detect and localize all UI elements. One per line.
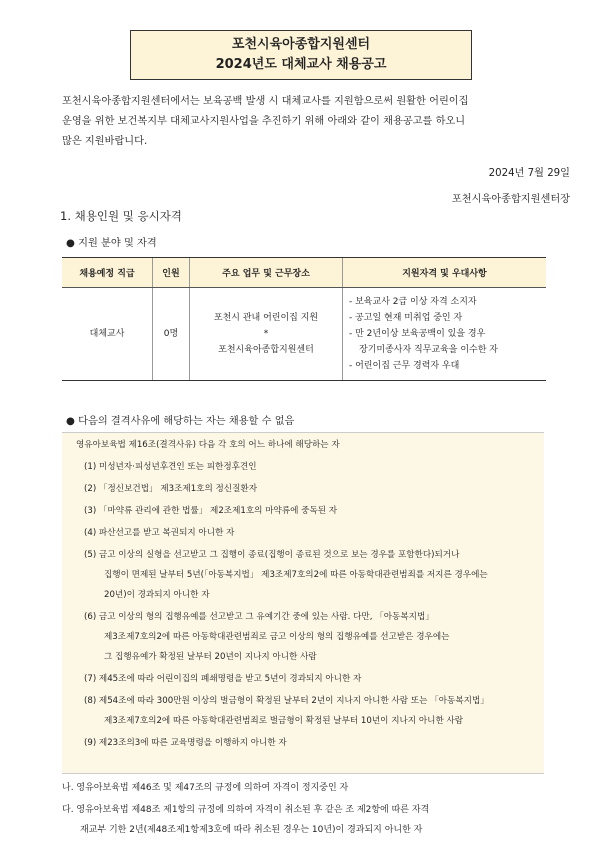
- disq-c-line-2: 재교부 기한 2년(제48조제1항제3호에 따라 취소된 경우는 10년)이 경과되지 아니한 자: [80, 825, 423, 835]
- issuer: 포천시육아종합지원센터장: [451, 194, 570, 205]
- disq-item: (3) 「마약류 관리에 관한 법률」 제2조제1호의 마약류에 중독된 자: [84, 506, 338, 516]
- disq-b: 나. 영유아보육법 제46조 및 제47조의 규정에 의하여 자격이 정지중인 자: [62, 783, 349, 793]
- intro-line-2: 운영을 위한 보건복지부 대체교사지원사업을 추진하기 위해 아래와 같이 채용공고를 하오니: [62, 116, 466, 127]
- disq-item-cont: 집행이 면제된 날부터 5년(「아동복지법」 제3조제7호의2에 따른 아동학대관련범죄를 저지른 경우에는: [104, 570, 488, 580]
- disq-item: (4) 파산선고를 받고 복권되지 아니한 자: [84, 528, 235, 538]
- title-line-2: 2024년도 대체교사 채용공고: [215, 57, 387, 72]
- disq-item: (9) 제23조의3에 따른 교육명령을 이행하지 아니한 자: [84, 738, 287, 748]
- disq-item: (8) 제54조에 따라 300만원 이상의 벌금형이 확정된 날부터 2년이 지나지 아니한 사람 또는 「아동복지법」: [84, 696, 489, 706]
- bullet-field-text: 지원 분야 및 자격: [78, 238, 157, 249]
- notice-date: 2024년 7월 29일: [488, 168, 570, 179]
- table-row: [62, 288, 546, 381]
- cell-duty: [190, 288, 343, 381]
- qual-line: 장기미종사자 직무교육을 이수한 자: [359, 345, 498, 355]
- cell-position: 대체교사: [62, 288, 153, 381]
- section-1-title: 1. 채용인원 및 응시자격: [60, 209, 182, 223]
- date-block: [452, 164, 570, 210]
- disq-item: (5) 금고 이상의 실형을 선고받고 그 집행이 종료(집행이 종료된 것으로 보는 경우를 포함한다)되거나: [84, 550, 460, 560]
- cell-qualifications: [343, 288, 547, 381]
- duty-line-1: 포천시 관내 어린이집 지원: [213, 313, 319, 323]
- table-header-row: [62, 258, 546, 288]
- title-box: [130, 30, 472, 80]
- disq-item-cont: 제3조제7호의2에 따른 아동학대관련범죄로 벌금형이 확정된 날부터 10년이 지나지 아니한 사람: [104, 716, 464, 726]
- duty-line-3: 포천시육아종합지원센터: [218, 345, 314, 355]
- title-line-1: 포천시육아종합지원센터: [231, 37, 371, 52]
- disq-item: (2) 「정신보건법」 제3조제1호의 정신질환자: [84, 484, 258, 494]
- intro-line-3: 많은 지원바랍니다.: [62, 136, 148, 147]
- qual-line: - 어린이집 근무 경력자 우대: [349, 361, 460, 371]
- disq-item: (7) 제45조에 따라 어린이집의 폐쇄명령을 받고 5년이 경과되지 아니한 자: [84, 674, 362, 684]
- disq-item-cont: 그 집행유예가 확정된 날부터 20년이 지나지 아니한 사람: [104, 652, 317, 662]
- disq-item-cont: 제3조제7호의2에 따른 아동학대관련범죄로 금고 이상의 형의 집행유예를 선고받은 경우에는: [104, 632, 450, 642]
- bullet-field: [66, 234, 157, 249]
- disq-item-cont: 20년)이 경과되지 아니한 자: [104, 590, 210, 600]
- disq-a-header: 영유아보육법 제16조(결격사유) 다음 각 호의 어느 하나에 해당하는 자: [76, 440, 340, 450]
- header-duty: 주요 업무 및 근무장소: [190, 258, 343, 288]
- bullet-disqualification: [66, 412, 294, 427]
- bullet-disq-text: 다음의 결격사유에 해당하는 자는 채용할 수 없음: [78, 416, 295, 427]
- disq-item: (1) 미성년자·피성년후견인 또는 피한정후견인: [84, 462, 257, 472]
- recruitment-table: [62, 257, 546, 381]
- cell-count: 0명: [153, 288, 190, 381]
- header-count: 인원: [153, 258, 190, 288]
- qual-line: - 공고일 현재 미취업 중인 자: [349, 313, 463, 323]
- intro-line-1: 포천시육아종합지원센터에서는 보육공백 발생 시 대체교사를 지원함으로써 원활한 어린이집: [62, 96, 469, 107]
- bullet-icon: ●: [66, 238, 79, 249]
- disqualification-box: [62, 432, 544, 774]
- intro-paragraph: [62, 92, 552, 152]
- bullet-icon: ●: [66, 416, 79, 427]
- qual-line: - 만 2년이상 보육공백이 있을 경우: [349, 329, 486, 339]
- disq-item: (6) 금고 이상의 형의 집행유예를 선고받고 그 유예기간 중에 있는 사람. 다만, 「아동복지법」: [84, 612, 434, 622]
- disq-c-line-1: 다. 영유아보육법 제48조 제1항의 규정에 의하여 자격이 취소된 후 같은 조 제2항에 따른 자격: [62, 805, 430, 815]
- header-position: 채용예정 직급: [62, 258, 153, 288]
- qual-line: - 보육교사 2급 이상 자격 소지자: [349, 297, 477, 307]
- duty-line-2: *: [263, 329, 269, 339]
- header-qualifications: 지원자격 및 우대사항: [343, 258, 547, 288]
